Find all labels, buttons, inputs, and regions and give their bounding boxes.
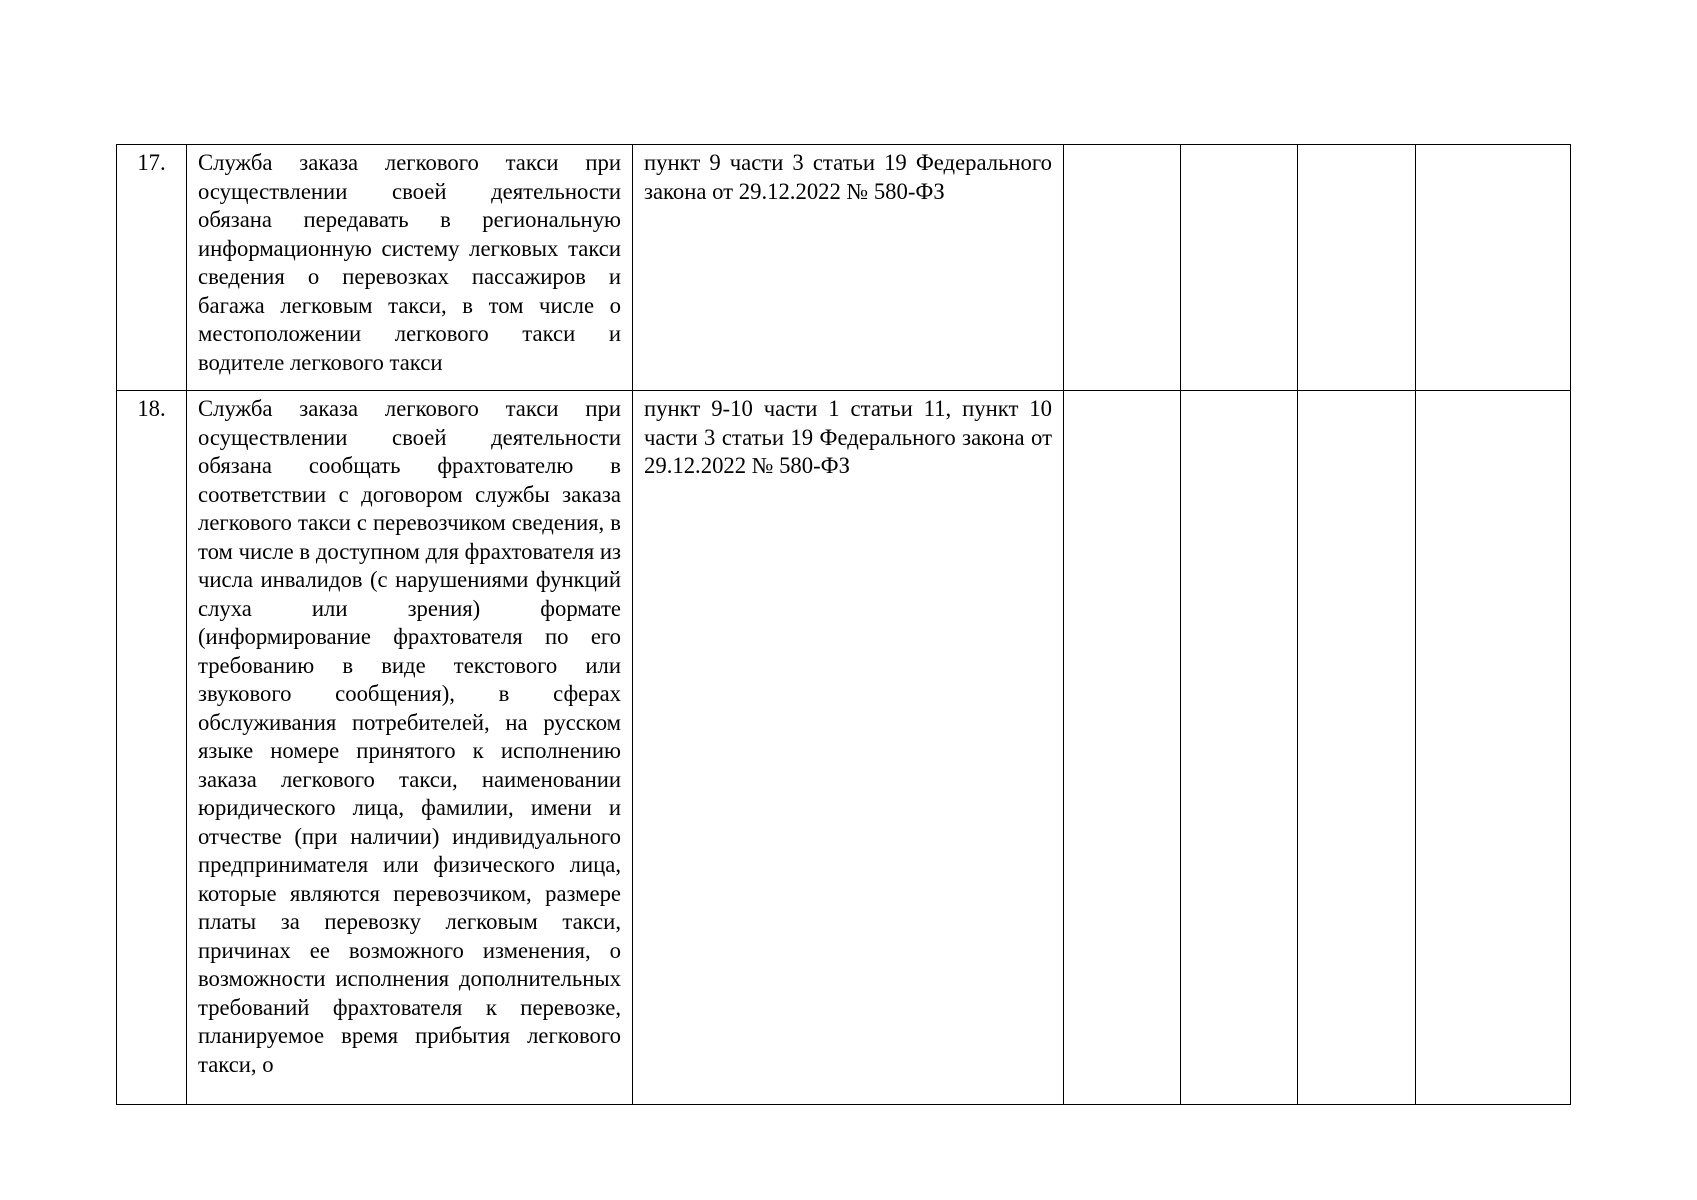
empty-cell — [1064, 145, 1181, 391]
empty-cell — [1416, 145, 1571, 391]
requirement-text: Служба заказа легкового такси при осуществлении своей деятельности обязана передавать в региональную информационную систему легковых такси сведения о перевозках пассажиров и багажа легковым такси, в том числе о местоположении легкового такси и водителе легкового такси — [187, 145, 633, 391]
row-number: 18. — [117, 391, 187, 1105]
empty-cell — [1298, 145, 1416, 391]
empty-cell — [1416, 391, 1571, 1105]
table-row — [117, 391, 1571, 1105]
row-number: 17. — [117, 145, 187, 391]
table-row — [117, 145, 1571, 391]
empty-cell — [1064, 391, 1181, 1105]
legal-reference: пункт 9-10 части 1 статьи 11, пункт 10 части 3 статьи 19 Федерального закона от 29.12.2022 № 580-ФЗ — [633, 391, 1064, 1105]
empty-cell — [1181, 145, 1298, 391]
requirement-text: Служба заказа легкового такси при осуществлении своей деятельности обязана сообщать фрахтователю в соответствии с договором службы заказа легкового такси с перевозчиком сведения, в том числе в доступном для фрахтователя из числа инвалидов (с нарушениями функций слуха или зрения) формате (информирование фрахтователя по его требованию в виде текстового или звукового сообщения), в сферах обслуживания потребителей, на русском языке номере принятого к исполнению заказа легкового такси, наименовании юридического лица, фамилии, имени и отчестве (при наличии) индивидуального предпринимателя или физического лица, которые являются перевозчиком, размере платы за перевозку легковым такси, причинах ее возможного изменения, о возможности исполнения дополнительных требований фрахтователя к перевозке, планируемое время прибытия легкового такси, о — [187, 391, 633, 1105]
requirements-table — [116, 144, 1571, 1105]
legal-reference: пункт 9 части 3 статьи 19 Федерального закона от 29.12.2022 № 580-ФЗ — [633, 145, 1064, 391]
empty-cell — [1181, 391, 1298, 1105]
empty-cell — [1298, 391, 1416, 1105]
